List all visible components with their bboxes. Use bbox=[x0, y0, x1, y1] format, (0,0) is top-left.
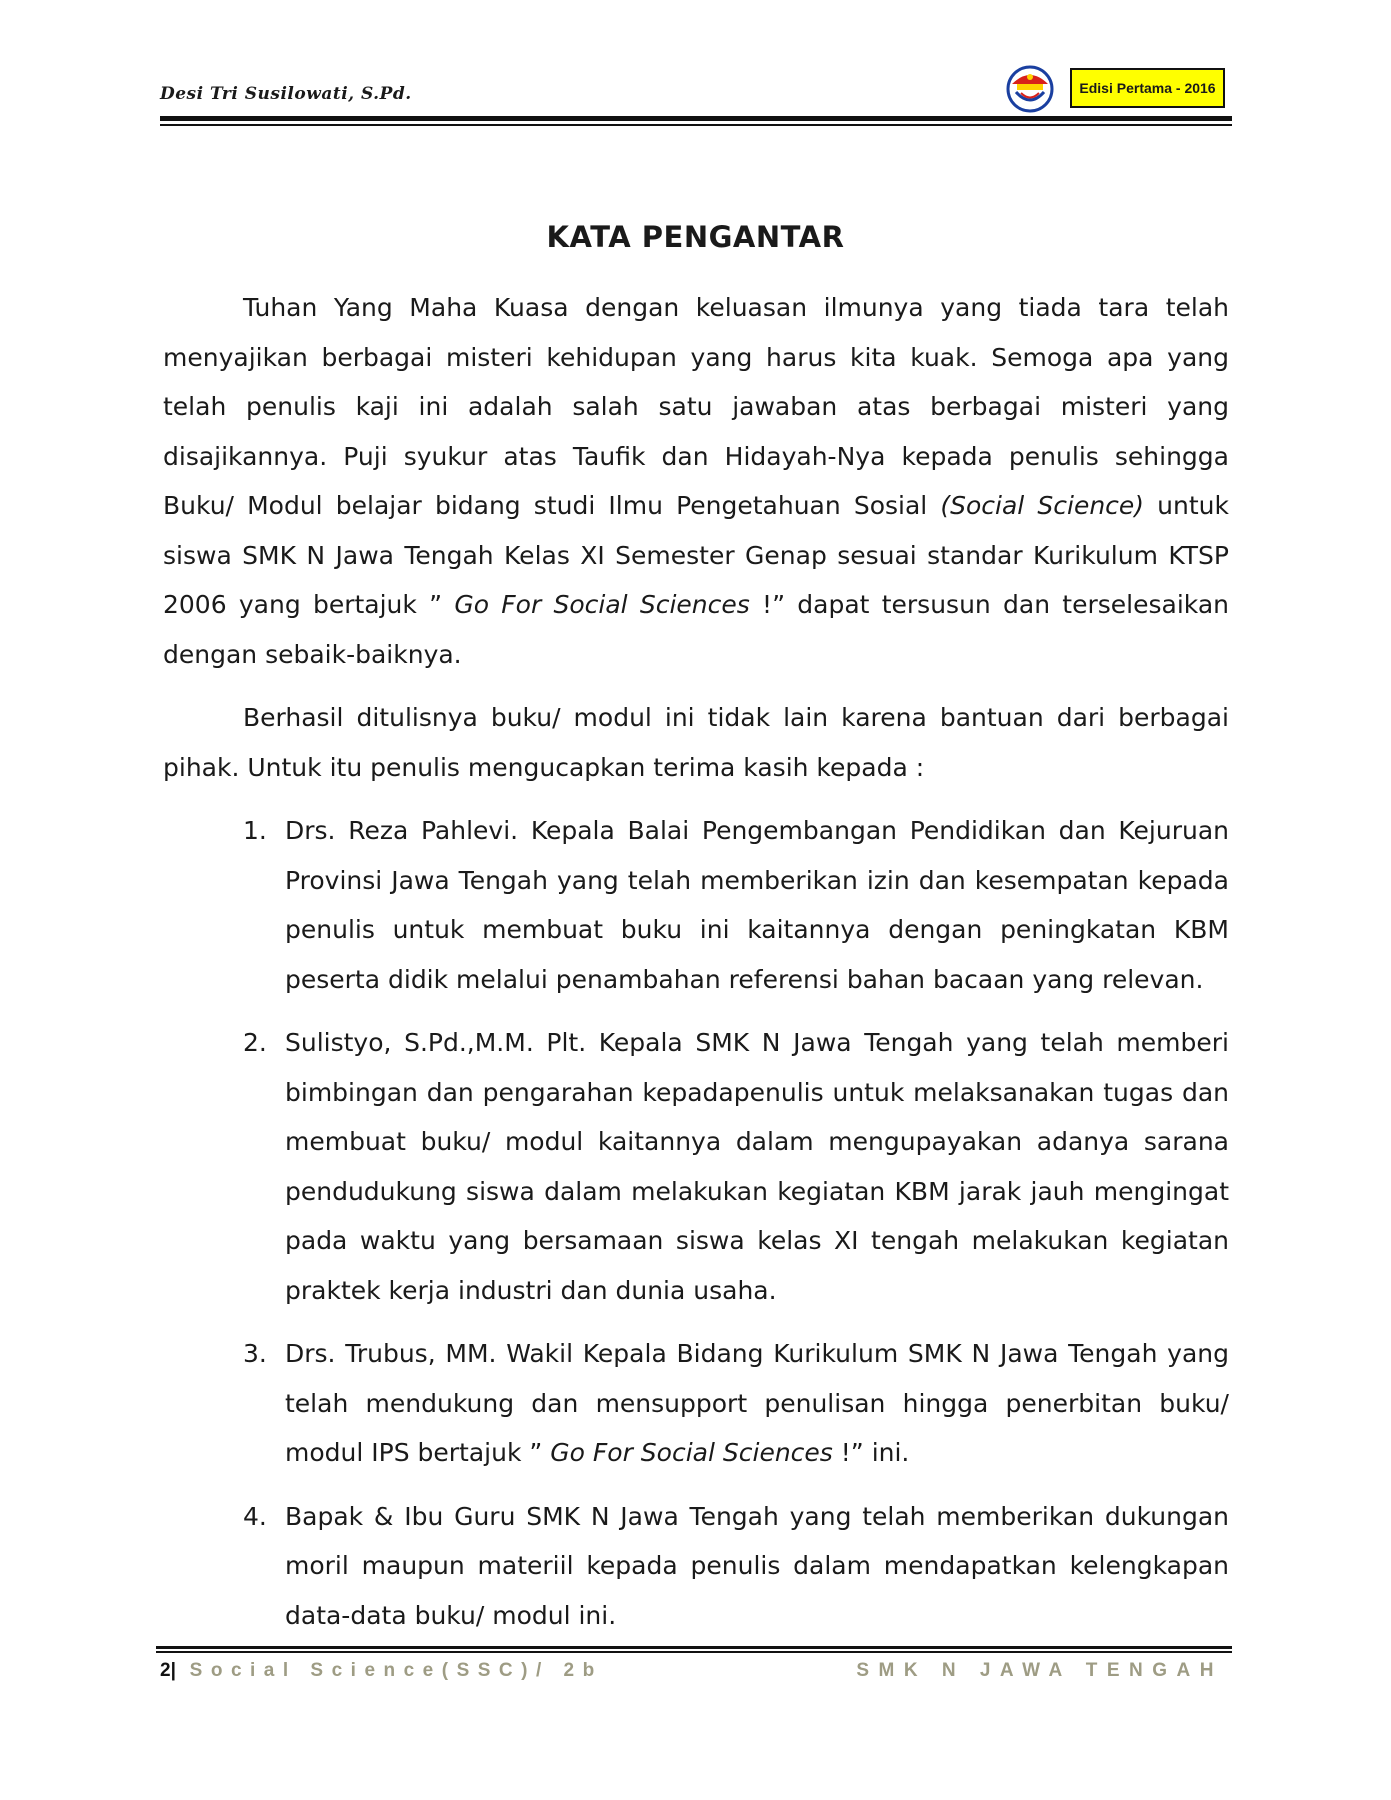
list-number: 4. bbox=[243, 1501, 267, 1531]
paragraph-thanks: Berhasil ditulisnya buku/ modul ini tidak lain karena bantuan dari berbagai pihak. Untuk itu penulis mengucapkan terima kasih kepada : bbox=[163, 703, 1229, 782]
paragraph-intro bbox=[163, 283, 1229, 679]
page-number: 2| bbox=[160, 1660, 176, 1681]
list-item-text: Sulistyo, S.Pd.,M.M. Plt. Kepala SMK N Jawa Tengah yang telah memberi bimbingan dan pengarahan kepadapenulis untuk melaksanakan tugas dan membuat buku/ modul kaitannya dalam mengupayakan adanya sarana pendudukung siswa dalam melakukan kegiatan KBM jarak jauh mengingat pada waktu yang bersamaan siswa kelas XI tengah melakukan kegiatan praktek kerja industri dan dunia usaha. bbox=[285, 1028, 1229, 1305]
list-number: 2. bbox=[243, 1028, 267, 1057]
footer-course: Social Science(SSC)/ 2b bbox=[189, 1660, 603, 1681]
list-item-text-part: Drs. Trubus, MM. Wakil Kepala Bidang Kurikulum SMK N Jawa Tengah yang telah mendukung dan mensupport penulisan hingga penerbitan buku/ modul IPS bertajuk ” bbox=[285, 1339, 1229, 1467]
footer-school: SMK N JAWA TENGAH bbox=[856, 1660, 1223, 1681]
footer-rule-thin bbox=[156, 1651, 1232, 1653]
paragraph-text: Tuhan Yang Maha Kuasa dengan keluasan ilmunya yang tiada tara telah menyajikan berbagai misteri kehidupan yang harus kita kuak. Semoga apa yang telah penulis kaji ini adalah salah satu jawaban atas berbagai misteri yang disajikannya. Puji syukur atas Taufik dan Hidayah-Nya kepada penulis sehingga Buku/ Modul belajar bidang studi Ilmu Pengetahuan Sosial bbox=[163, 293, 1229, 520]
footer-left bbox=[160, 1660, 603, 1682]
author-name: Desi Tri Susilowati, S.Pd. bbox=[160, 84, 412, 104]
list-item-text: Drs. Reza Pahlevi. Kepala Balai Pengembangan Pendidikan dan Kejuruan Provinsi Jawa Tengah yang telah memberikan izin dan kesempatan kepada penulis untuk membuat buku ini kaitannya dengan peningkatan KBM peserta didik melalui penambahan referensi bahan bacaan yang relevan. bbox=[285, 816, 1229, 994]
italic-phrase: Go For Social Sciences bbox=[454, 590, 750, 619]
school-emblem-icon bbox=[1004, 62, 1056, 114]
header-rule-thin bbox=[160, 124, 1232, 126]
italic-phrase: Go For Social Sciences bbox=[550, 1438, 833, 1467]
body-text bbox=[163, 283, 1229, 1654]
italic-phrase: (Social Science) bbox=[940, 491, 1145, 520]
list-item bbox=[163, 806, 1229, 1004]
list-item bbox=[163, 1018, 1229, 1315]
header-rule-thick bbox=[160, 116, 1232, 121]
list-item-text-part: !” ini. bbox=[832, 1438, 910, 1467]
paragraph-text: !” dapat tersusun dan terselesaikan dengan sebaik-baiknya. bbox=[163, 590, 1229, 669]
thanks-list bbox=[163, 806, 1229, 1640]
list-number: 1. bbox=[243, 816, 267, 845]
page-title: KATA PENGANTAR bbox=[546, 220, 845, 254]
list-item bbox=[163, 1329, 1229, 1478]
list-item-text: Bapak & Ibu Guru SMK N Jawa Tengah yang telah memberikan dukungan moril maupun materiil kepada penulis dalam mendapatkan kelengkapan data-data buku/ modul ini. bbox=[285, 1501, 1229, 1630]
list-item bbox=[163, 1492, 1229, 1641]
edition-badge: Edisi Pertama - 2016 bbox=[1070, 68, 1225, 108]
list-number: 3. bbox=[243, 1339, 267, 1368]
list-item-text bbox=[285, 1339, 1229, 1467]
footer-rule-thick bbox=[156, 1646, 1232, 1649]
paragraph-text: untuk siswa SMK N Jawa Tengah Kelas XI Semester Genap sesuai standar Kurikulum KTSP 2006 yang bertajuk ” bbox=[163, 491, 1229, 619]
